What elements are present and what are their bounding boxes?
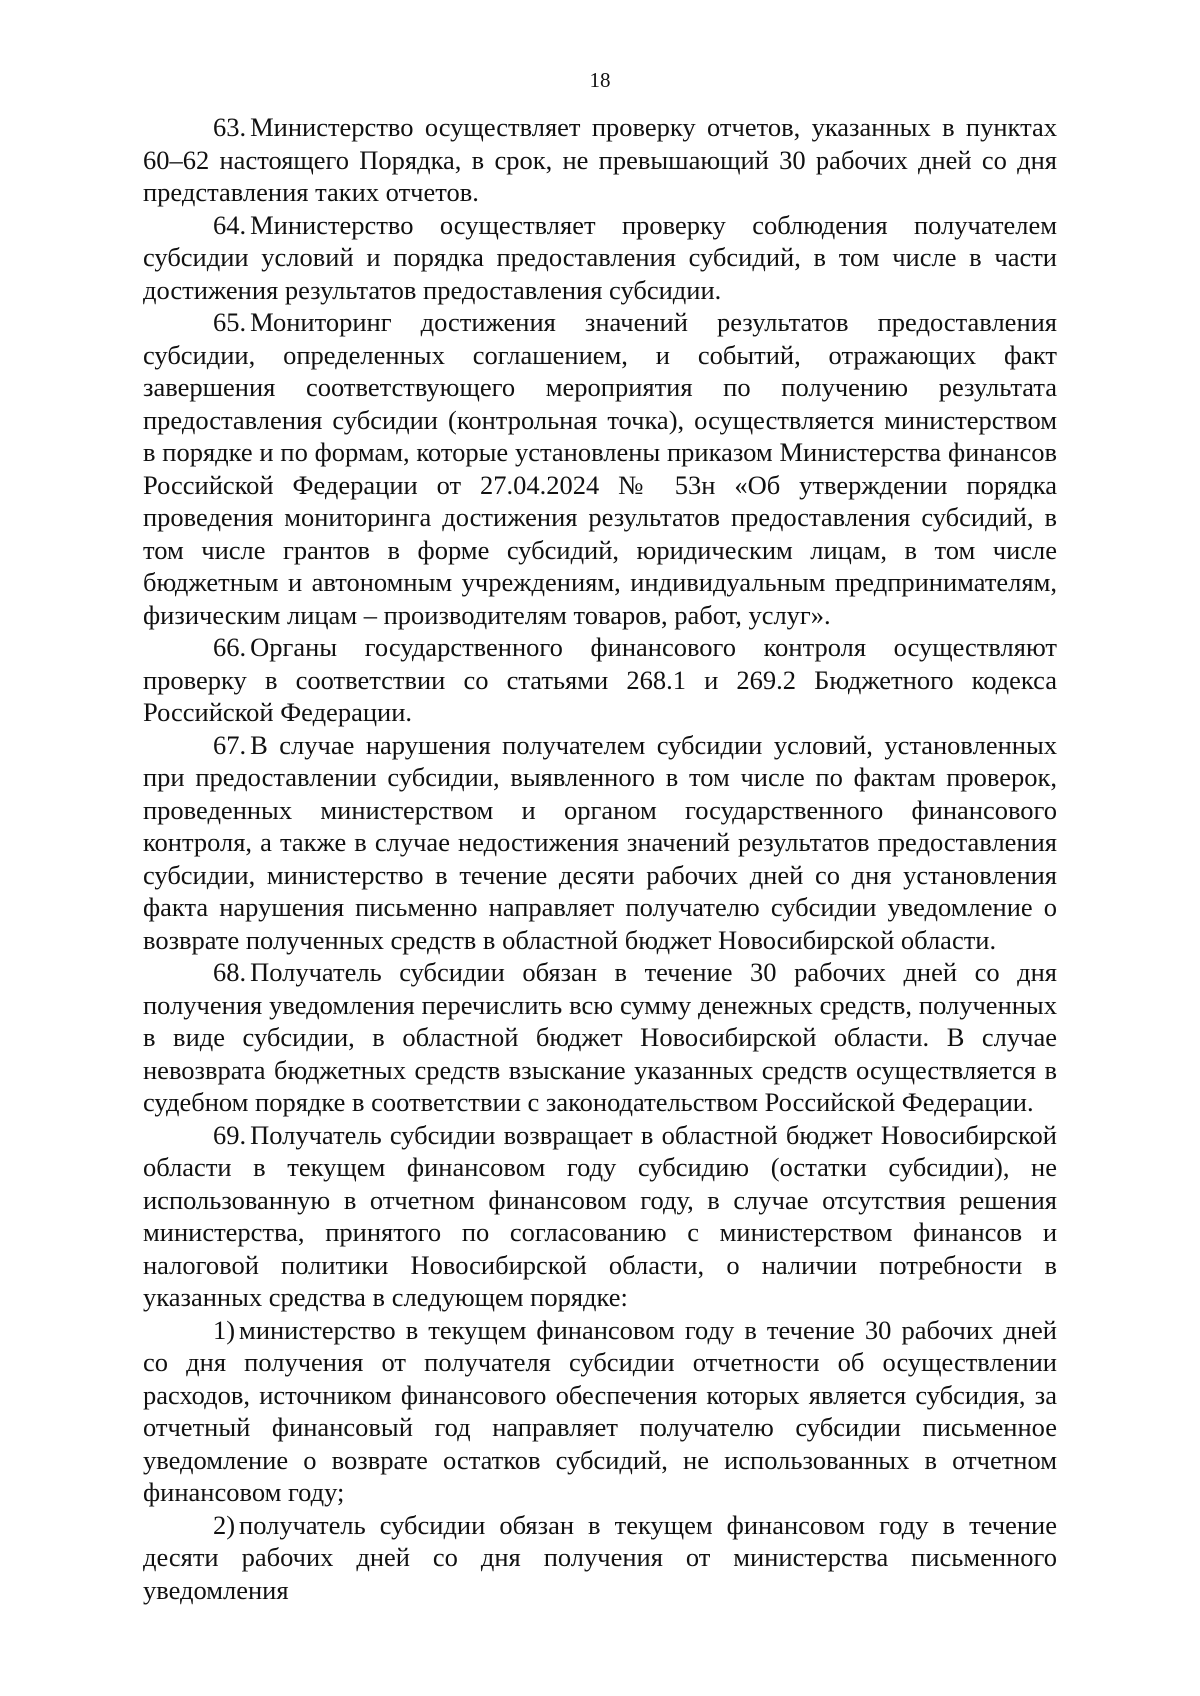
subitem-1: [143, 1314, 1057, 1509]
subitem-text: министерство в текущем финансовом году в течение 30 рабочих дней со дня получения от получателя субсидии отчетности об осуществлении расходов, источником финансового обеспечения которых является субсидия, за отчетный финансовый год направляет получателю субсидии письменное уведомление о возврате остатков субсидий, не использованных в отчетном финансовом году;: [143, 1314, 1057, 1507]
paragraph-number: 65.: [213, 307, 247, 337]
paragraph-66: [143, 631, 1057, 729]
paragraph-text: В случае нарушения получателем субсидии условий, установленных при предоставлении субсидии, выявленного в том числе по фактам проверок, проведенных министерством и органом государственного финансового контроля, а также в случае недостижения значений результатов предоставления субсидии, министерство в течение десяти рабочих дней со дня установления факта нарушения письменно направляет получателю субсидии уведомление о возврате полученных средств в областной бюджет Новосибирской области.: [143, 729, 1057, 955]
paragraph-69: [143, 1119, 1057, 1314]
page-number: 18: [589, 68, 611, 92]
subitem-number: 1): [213, 1314, 236, 1345]
paragraph-number: 68.: [213, 957, 247, 987]
subitem-number: 2): [213, 1509, 236, 1540]
document-body: [143, 111, 1057, 1606]
paragraph-number: 69.: [213, 1119, 247, 1150]
paragraph-number: 64.: [213, 209, 247, 240]
paragraph-number: 63.: [213, 112, 247, 142]
subitem-2: [143, 1509, 1057, 1607]
paragraph-text: Мониторинг достижения значений результатов предоставления субсидии, определенных соглашением, и событий, отражающих факт завершения соответствующего мероприятия по получению результата предоставления субсидии (контрольная точка), осуществляется министерством в порядке и по формам, которые установлены приказом Министерства финансов Российской Федерации от 27.04.2024 № 53н «Об утверждении порядка проведения мониторинга достижения результатов предоставления субсидий, в том числе грантов в форме субсидий, юридическим лицам, в том числе бюджетным и автономным учреждениям, индивидуальным предпринимателям, физическим лицам – производителям товаров, работ, услуг».: [143, 307, 1057, 630]
paragraph-68: [143, 956, 1057, 1119]
paragraph-text: Министерство осуществляет проверку соблюдения получателем субсидии условий и порядка предоставления субсидий, в том числе в части достижения результатов предоставления субсидии.: [143, 209, 1057, 305]
paragraph-65: [143, 306, 1057, 631]
paragraph-number: 66.: [213, 632, 247, 662]
paragraph-number: 67.: [213, 729, 247, 760]
paragraph-text: Получатель субсидии возвращает в областной бюджет Новосибирской области в текущем финансовом году субсидию (остатки субсидии), не использованную в отчетном финансовом году, в случае отсутствия решения министерства, принятого по согласованию с министерством финансов и налоговой политики Новосибирской области, о наличии потребности в указанных средства в следующем порядке:: [143, 1119, 1057, 1312]
paragraph-67: [143, 729, 1057, 957]
paragraph-63: [143, 111, 1057, 209]
paragraph-text: Министерство осуществляет проверку отчетов, указанных в пунктах 60–62 настоящего Порядка, в срок, не превышающий 30 рабочих дней со дня представления таких отчетов.: [143, 112, 1057, 207]
paragraph-text: Получатель субсидии обязан в течение 30 рабочих дней со дня получения уведомления перечислить всю сумму денежных средств, полученных в виде субсидии, в областной бюджет Новосибирской области. В случае невозврата бюджетных средств взыскание указанных средств осуществляется в судебном порядке в соответствии с законодательством Российской Федерации.: [143, 957, 1057, 1117]
paragraph-text: Органы государственного финансового контроля осуществляют проверку в соответствии со статьями 268.1 и 269.2 Бюджетного кодекса Российской Федерации.: [143, 632, 1057, 727]
subitem-text: получатель субсидии обязан в текущем финансовом году в течение десяти рабочих дней со дня получения от министерства письменного уведомления: [143, 1509, 1057, 1605]
paragraph-64: [143, 209, 1057, 307]
